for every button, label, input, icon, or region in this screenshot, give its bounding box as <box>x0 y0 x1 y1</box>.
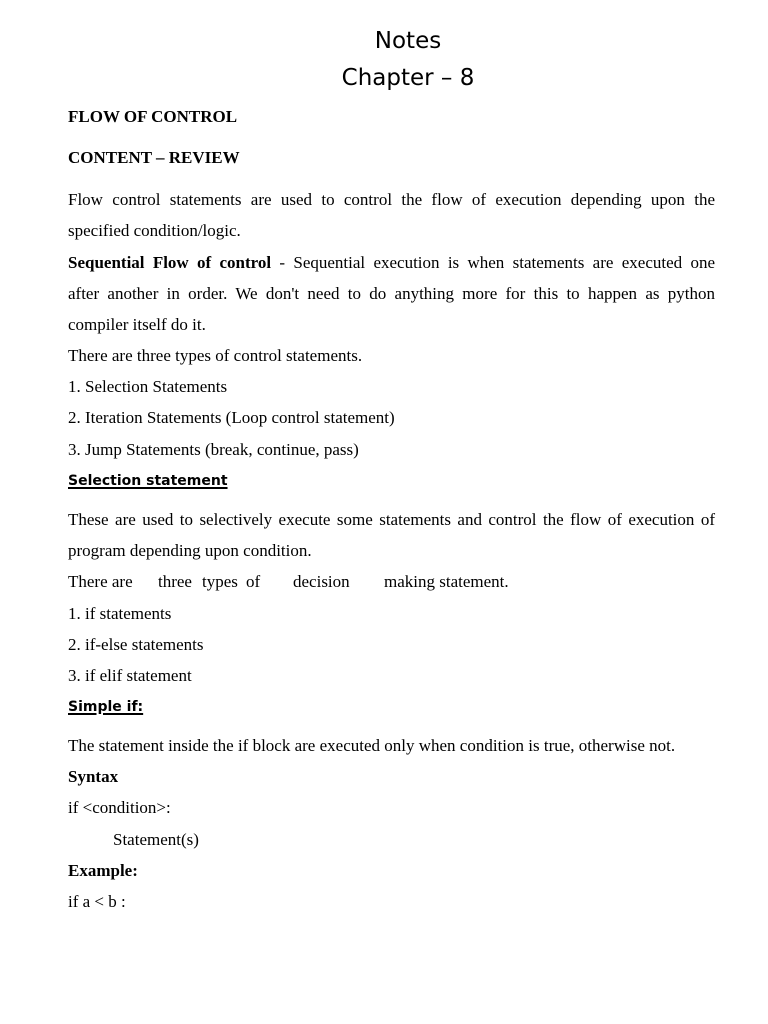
selection-line-1: These are used to selectively execute some statements and control the flow of execution of <box>68 510 715 529</box>
selection-statement-heading: Selection statement <box>68 473 228 489</box>
decision-word: three <box>158 572 192 591</box>
chapter-title: Chapter – 8 <box>341 65 475 91</box>
syntax-label: Syntax <box>68 767 119 786</box>
syntax-line-2: Statement(s) <box>113 830 199 849</box>
sequential-paragraph-line-1 <box>68 252 715 274</box>
decision-word: types <box>202 572 238 591</box>
decision-word: making statement. <box>384 572 509 591</box>
syntax-line-1: if <condition>: <box>68 798 171 817</box>
example-label: Example: <box>68 861 138 880</box>
sequential-term: Sequential Flow of control <box>68 253 272 272</box>
heading-flow-of-control: FLOW OF CONTROL <box>68 107 238 126</box>
list-item: 1. Selection Statements <box>68 377 228 396</box>
intro-line-1: Flow control statements are used to control the flow of execution depending upon the <box>68 190 715 209</box>
decision-word: of <box>246 572 261 591</box>
list-item: 3. if elif statement <box>68 666 192 685</box>
sequential-paragraph-line-3: compiler itself do it. <box>68 315 206 334</box>
list-item: 3. Jump Statements (break, continue, pass) <box>68 440 359 459</box>
page-title: Notes <box>374 28 442 54</box>
simple-if-heading: Simple if: <box>68 699 144 715</box>
decision-word: There are <box>68 572 133 591</box>
heading-content-review: CONTENT – REVIEW <box>68 148 240 167</box>
list-item: 2. Iteration Statements (Loop control statement) <box>68 408 395 427</box>
decision-word: decision <box>293 572 350 591</box>
list-item: 2. if-else statements <box>68 635 204 654</box>
simple-if-description: The statement inside the if block are executed only when condition is true, otherwise not. <box>68 736 676 755</box>
intro-line-2: specified condition/logic. <box>68 221 241 240</box>
example-line-1: if a < b : <box>68 892 126 911</box>
list-item: 1. if statements <box>68 604 172 623</box>
selection-line-2: program depending upon condition. <box>68 541 312 560</box>
sequential-definition: - Sequential execution is when statements are executed one <box>271 253 715 272</box>
sequential-paragraph-line-2: after another in order. We don't need to do anything more for this to happen as python <box>68 284 715 303</box>
types-intro: There are three types of control statements. <box>68 346 363 365</box>
